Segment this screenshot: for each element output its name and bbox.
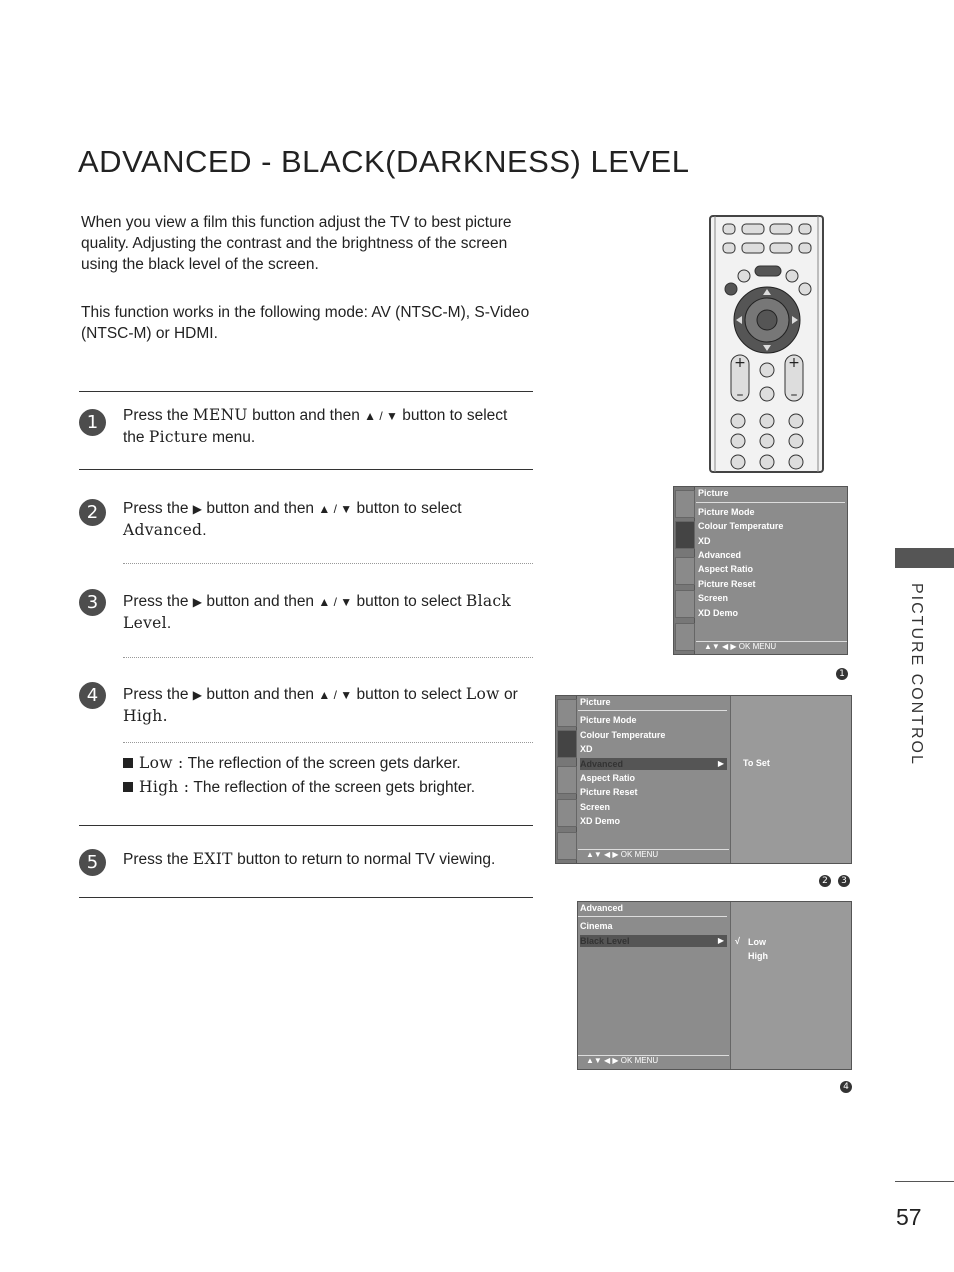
osd-menu-panel: [696, 487, 847, 654]
page-number: 57: [896, 1204, 922, 1230]
osd-submenu-option: High: [748, 951, 768, 961]
figure-badge: 1: [836, 668, 848, 680]
right-arrow-icon: ▶: [192, 688, 203, 702]
exit-key-label: EXIT: [192, 850, 233, 868]
step-text-part: button and then: [202, 593, 319, 610]
picture-icon: [675, 521, 695, 549]
osd-footer-hint: ▲▼ ◀ ▶ OK MENU: [578, 849, 729, 859]
step-text-part: Press the: [123, 500, 193, 517]
step-text-part: button and then: [247, 407, 365, 424]
up-down-arrow-icon: ▲ / ▼: [318, 595, 353, 609]
osd-submenu-option: Low: [748, 937, 766, 947]
osd-divider: [578, 710, 727, 711]
osd-menu-item-label: Black Level: [580, 936, 630, 946]
audio-icon: [675, 557, 695, 585]
step-text-part: Press the: [123, 593, 193, 610]
square-bullet-icon: [123, 758, 133, 768]
osd-menu-item: Picture Reset: [580, 787, 638, 797]
step-5-text: [123, 849, 533, 870]
osd-menu-item-selected: [580, 935, 727, 947]
option-icon: [557, 832, 577, 860]
divider: [79, 825, 533, 826]
time-icon: [675, 590, 695, 618]
osd-menu-item: Picture Reset: [698, 579, 756, 589]
osd-menu-item: Colour Temperature: [580, 730, 666, 740]
osd-divider: [578, 916, 727, 917]
up-down-arrow-icon: ▲ / ▼: [364, 409, 398, 423]
step-text-part: button to select: [352, 593, 466, 610]
bullet-text: The reflection of the screen gets brighter.: [189, 779, 476, 796]
osd-picture-advanced-menu: [555, 695, 852, 864]
up-down-arrow-icon: ▲ / ▼: [318, 688, 353, 702]
step-text-part: Press the: [123, 851, 193, 868]
bullet-key: Low :: [139, 754, 184, 772]
step-text-part: menu.: [207, 429, 256, 446]
osd-menu-title: Picture: [580, 697, 611, 707]
step-number-4: 4: [79, 682, 106, 709]
osd-menu-item: Screen: [698, 593, 729, 603]
step-3-text: [123, 591, 533, 634]
figure-badge: 2: [819, 875, 831, 887]
high-label: High.: [123, 707, 168, 725]
step-4-text: [123, 684, 533, 727]
step-number-3: 3: [79, 589, 106, 616]
step-number-5: 5: [79, 849, 106, 876]
osd-menu-item-selected: [580, 758, 727, 770]
step-text-part: button to return to normal TV viewing.: [232, 851, 496, 868]
page-title: ADVANCED - BLACK(DARKNESS) LEVEL: [78, 144, 690, 179]
divider: [79, 391, 533, 392]
black-level-label: Black Level: [123, 592, 512, 632]
setup-icon: [557, 699, 577, 727]
step-text-part: .: [202, 522, 207, 539]
picture-icon: [557, 730, 577, 758]
right-arrow-icon: ▶: [717, 936, 724, 945]
bullet-key: High :: [139, 778, 190, 796]
step-text-part: button to select the: [123, 407, 508, 446]
osd-submenu-panel: [730, 696, 851, 863]
osd-advanced-menu: [577, 901, 852, 1070]
step-text-part: button and then: [202, 686, 319, 703]
up-down-arrow-icon: ▲ / ▼: [318, 502, 353, 516]
audio-icon: [557, 766, 577, 794]
bullet-low: [123, 753, 461, 774]
square-bullet-icon: [123, 782, 133, 792]
osd-menu-panel: [578, 696, 729, 863]
osd-footer-hint: ▲▼ ◀ ▶ OK MENU: [696, 641, 847, 651]
setup-icon: [675, 490, 695, 518]
osd-divider: [696, 502, 845, 503]
osd-menu-item-label: Advanced: [580, 759, 624, 769]
osd-footer-hint: ▲▼ ◀ ▶ OK MENU: [578, 1055, 729, 1065]
svg-text:+: +: [734, 355, 746, 371]
low-label: Low: [465, 685, 500, 703]
step-text-part: button to select: [352, 500, 462, 517]
remote-control-illustration: [709, 215, 824, 473]
right-arrow-icon: ▶: [717, 759, 724, 768]
osd-icon-column: [674, 487, 695, 654]
osd-menu-item: XD Demo: [580, 816, 621, 826]
section-tab-bar: [895, 548, 954, 568]
osd-menu-item: Colour Temperature: [698, 521, 784, 531]
page-number-rule: [895, 1181, 954, 1182]
osd-submenu-hint: To Set: [743, 758, 770, 768]
step-number-2: 2: [79, 499, 106, 526]
figure-badge: 4: [840, 1081, 852, 1093]
osd-menu-item: Picture Mode: [698, 507, 755, 517]
check-mark-icon: √: [735, 936, 740, 946]
osd-menu-item: Cinema: [580, 921, 613, 931]
step-text-part: .: [166, 615, 172, 632]
osd-menu-title: Advanced: [580, 903, 624, 913]
section-label: PICTURE CONTROL: [908, 583, 925, 766]
osd-menu-item: XD Demo: [698, 608, 739, 618]
divider: [79, 469, 533, 470]
time-icon: [557, 799, 577, 827]
step-1-text: [123, 405, 533, 448]
picture-menu-label: Picture: [148, 428, 208, 446]
option-icon: [675, 623, 695, 651]
divider: [79, 897, 533, 898]
osd-menu-title: Picture: [698, 488, 729, 498]
figure-badge: 3: [838, 875, 850, 887]
osd-menu-item: XD: [698, 536, 711, 546]
osd-menu-item: Aspect Ratio: [580, 773, 636, 783]
bullet-text: The reflection of the screen gets darker.: [183, 755, 461, 772]
divider: [123, 563, 533, 564]
osd-submenu-panel: [730, 902, 851, 1069]
osd-picture-menu: [673, 486, 848, 655]
osd-menu-item: Aspect Ratio: [698, 564, 754, 574]
osd-menu-item: Screen: [580, 802, 611, 812]
intro-paragraph-1: When you view a film this function adjust the TV to best picture quality. Adjusting the contrast and the brightness of the screen using the black level of the screen.: [81, 214, 512, 273]
intro-paragraph-2: This function works in the following mode: AV (NTSC-M), S-Video (NTSC-M) or HDMI.: [81, 304, 530, 342]
svg-text:–: –: [736, 387, 744, 403]
osd-menu-item: Advanced: [698, 550, 742, 560]
divider: [123, 657, 533, 658]
step-number-1: 1: [79, 409, 106, 436]
osd-menu-item: XD: [580, 744, 593, 754]
step-text-part: button and then: [202, 500, 319, 517]
right-arrow-icon: ▶: [192, 595, 203, 609]
osd-menu-panel: [578, 902, 729, 1069]
step-text-part: Press the: [123, 686, 193, 703]
svg-text:–: –: [790, 387, 798, 403]
bullet-high: [123, 777, 475, 798]
advanced-label: Advanced: [123, 521, 203, 539]
menu-key-label: MENU: [192, 406, 248, 424]
step-text-part: or: [499, 686, 518, 703]
osd-menu-item: Picture Mode: [580, 715, 637, 725]
step-text-part: Press the: [123, 407, 193, 424]
osd-icon-column: [556, 696, 577, 863]
step-text-part: button to select: [352, 686, 466, 703]
divider: [123, 742, 533, 743]
right-arrow-icon: ▶: [192, 502, 203, 516]
step-2-text: [123, 498, 533, 541]
svg-text:+: +: [788, 355, 800, 371]
